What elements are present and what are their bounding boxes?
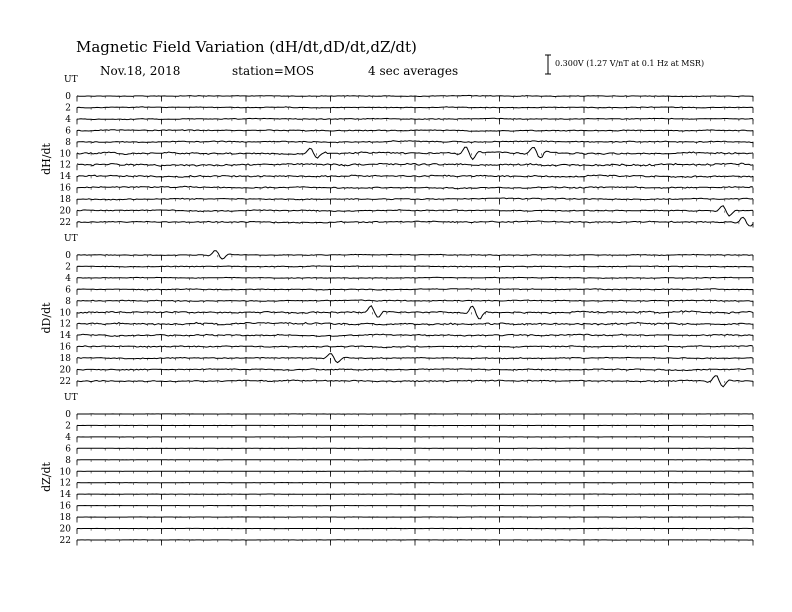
hour-label: 6 bbox=[65, 285, 71, 296]
hour-label: 20 bbox=[59, 524, 71, 535]
hour-label: 4 bbox=[65, 114, 71, 125]
hour-label: 0 bbox=[65, 251, 71, 261]
hour-label: 18 bbox=[59, 513, 71, 524]
hour-label: 22 bbox=[59, 376, 71, 387]
hour-label: 12 bbox=[59, 478, 71, 489]
trace-line bbox=[77, 198, 753, 200]
hour-label: 20 bbox=[59, 206, 71, 217]
hour-label: 8 bbox=[65, 455, 71, 466]
hour-label: 4 bbox=[65, 432, 71, 443]
hour-label: 14 bbox=[59, 172, 71, 183]
hour-label: 2 bbox=[65, 262, 71, 273]
hour-label: 16 bbox=[59, 501, 71, 512]
trace-line bbox=[77, 300, 753, 302]
hour-label: 16 bbox=[59, 342, 71, 353]
chart-title: Magnetic Field Variation (dH/dt,dD/dt,dZ/dt) bbox=[76, 38, 417, 56]
panel-label: dH/dt bbox=[40, 143, 53, 175]
hour-label: 2 bbox=[65, 103, 71, 114]
hour-label: 2 bbox=[65, 421, 71, 432]
hour-label: 8 bbox=[65, 137, 71, 148]
hour-label: 10 bbox=[59, 467, 71, 478]
averaging-label: 4 sec averages bbox=[368, 64, 459, 78]
trace-line bbox=[77, 277, 753, 278]
hour-label: 4 bbox=[65, 273, 71, 284]
hour-label: 6 bbox=[65, 126, 71, 137]
hour-label: 16 bbox=[59, 183, 71, 194]
ut-label: UT bbox=[64, 234, 78, 244]
hour-label: 18 bbox=[59, 195, 71, 206]
hour-label: 22 bbox=[59, 535, 71, 546]
scale-note: 0.300V (1.27 V/nT at 0.1 Hz at MSR) bbox=[555, 59, 705, 68]
trace-line bbox=[77, 322, 753, 325]
ut-label: UT bbox=[64, 75, 78, 85]
hour-label: 0 bbox=[65, 92, 71, 102]
hour-label: 12 bbox=[59, 160, 71, 171]
hour-label: 6 bbox=[65, 444, 71, 455]
panel-label: dZ/dt bbox=[40, 462, 53, 492]
hour-label: 10 bbox=[59, 149, 71, 160]
hour-label: 22 bbox=[59, 217, 71, 228]
trace-line bbox=[77, 266, 753, 267]
trace-line bbox=[77, 118, 753, 119]
hour-label: 8 bbox=[65, 296, 71, 307]
station-label: station=MOS bbox=[232, 64, 315, 78]
trace-line bbox=[77, 107, 753, 108]
ut-label: UT bbox=[64, 393, 78, 403]
trace-line bbox=[77, 346, 753, 348]
trace-line bbox=[77, 95, 753, 96]
panel-label: dD/dt bbox=[40, 302, 53, 334]
date-label: Nov.18, 2018 bbox=[100, 64, 181, 78]
hour-label: 12 bbox=[59, 319, 71, 330]
hour-label: 18 bbox=[59, 354, 71, 365]
hour-label: 14 bbox=[59, 331, 71, 342]
hour-label: 20 bbox=[59, 365, 71, 376]
hour-label: 0 bbox=[65, 410, 71, 420]
hour-label: 14 bbox=[59, 490, 71, 501]
hour-label: 10 bbox=[59, 308, 71, 319]
